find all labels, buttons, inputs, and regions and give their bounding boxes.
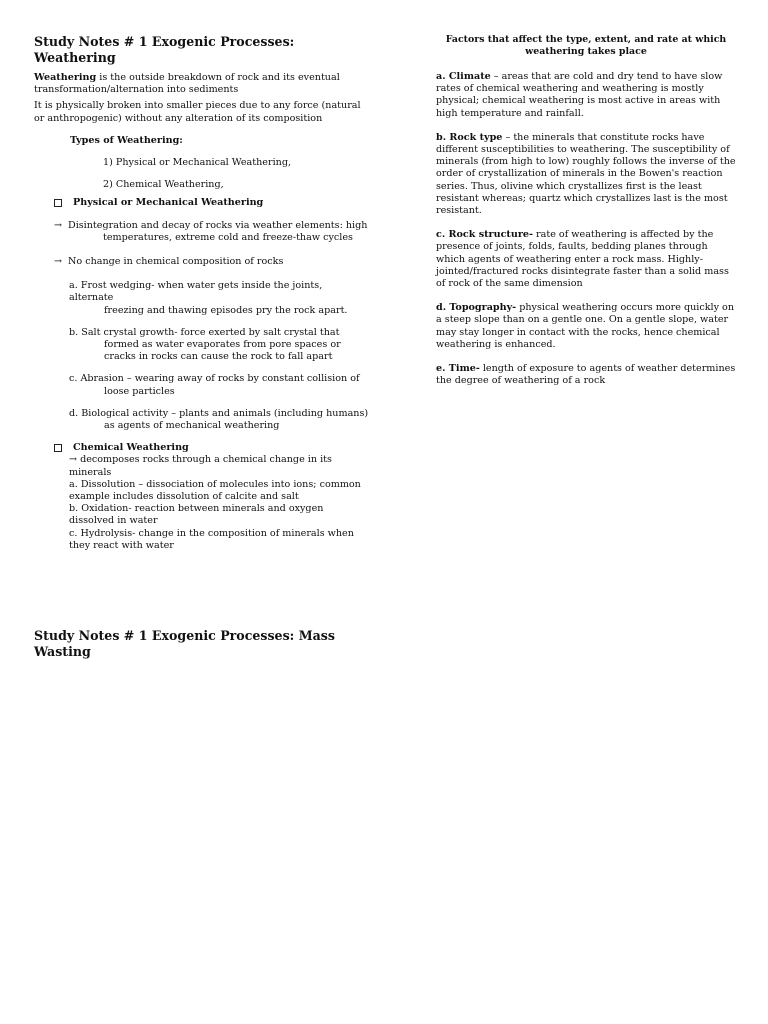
section-title: Study Notes # 1 Exogenic Processes: Mass Wasting: [34, 628, 335, 659]
factor-climate: a. Climate – areas that are cold and dry tend to have slow rates of chemical weathering and weathering is mostly physical; chemical weathering is most active in areas with high temperature and rainfall.: [436, 71, 723, 119]
checkbox-bullet-icon: [54, 444, 62, 452]
right-arrow-icon: →: [54, 219, 63, 231]
factor-time: e. Time- length of exposure to agents of weather determines the degree of weathering of a rock: [436, 363, 736, 387]
types-heading: Types of Weathering:: [70, 134, 183, 146]
chemical-weathering-heading: Chemical Weathering: [34, 442, 369, 454]
list-item: d. Biological activity – plants and animals (including humans) as agents of mechanical weathering: [69, 407, 369, 432]
chemical-weathering-block: [34, 454, 369, 552]
factor-rock-structure: c. Rock structure- rate of weathering is affected by the presence of joints, folds, faults, bedding planes through which agents of weathering enter a rock mass. Highly-jointed/fractured rocks disintegrate faster than a solid mass of rock of the same dimension: [436, 229, 729, 290]
mass-wasting-section: [34, 628, 354, 666]
arrow-item-2: → No change in chemical composition of rocks: [34, 256, 369, 268]
type-physical: 1) Physical or Mechanical Weathering,: [103, 157, 292, 169]
chemical-item-a: a. Dissolution – dissociation of molecules into ions; common example includes dissolution of calcite and salt: [69, 478, 361, 503]
arrow-item-1: → Disintegration and decay of rocks via weather elements: high: [34, 220, 369, 232]
chemical-item-c: c. Hydrolysis- change in the composition of minerals when they react with water: [69, 527, 354, 551]
checkbox-bullet-icon: [54, 199, 62, 207]
factor-topography: d. Topography- physical weathering occurs more quickly on a steep slope than on a gentle one. On a gentle slope, water may stay longer in contact with the rocks, hence chemical weathering is enhanced.: [436, 302, 735, 350]
page-title: Study Notes # 1 Exogenic Processes: Weathering: [34, 34, 295, 65]
chemical-arrow-text: → decomposes rocks through a chemical change in its minerals: [69, 454, 332, 478]
arrow-item-1-continued: temperatures, extreme cold and freeze-thaw cycles: [103, 231, 353, 243]
definition-text: is the outside breakdown of rock and its eventual transformation/alternation into sediments: [34, 72, 340, 96]
weathering-definition: [34, 72, 369, 96]
factors-heading: Factors that affect the type, extent, and rate at which weathering takes place: [445, 34, 727, 57]
type-chemical: 2) Chemical Weathering,: [103, 179, 224, 191]
definition-term: Weathering: [34, 72, 97, 83]
chemical-item-b: b. Oxidation- reaction between minerals and oxygen dissolved in water: [69, 503, 324, 527]
physical-weathering-heading: Physical or Mechanical Weathering: [34, 197, 369, 209]
factor-rock-type: b. Rock type – the minerals that constitute rocks have different susceptibilities to weathering. The susceptibility of minerals (from high to low) roughly follows the inverse of the order of crystallization of minerals in the Bowen's reaction series. Thus, olivine which crystallizes first is the least resistant whereas; quartz which crystallizes last is the most resistant.: [436, 131, 736, 217]
right-arrow-icon: →: [54, 256, 63, 268]
left-column: [34, 34, 369, 552]
list-item: b. Salt crystal growth- force exerted by salt crystal that formed as water evaporates from pore spaces or cracks in rocks can cause the rock to fall apart: [69, 326, 341, 363]
list-item: c. Abrasion – wearing away of rocks by constant collision of loose particles: [69, 373, 360, 397]
list-item: a. Frost wedging- when water gets inside the joints, alternate freezing and thawing episodes pry the rock apart.: [69, 280, 348, 316]
physical-breakdown-text: It is physically broken into smaller pieces due to any force (natural or anthropogenic) without any alteration of its composition: [34, 100, 361, 124]
right-column: [436, 34, 736, 399]
